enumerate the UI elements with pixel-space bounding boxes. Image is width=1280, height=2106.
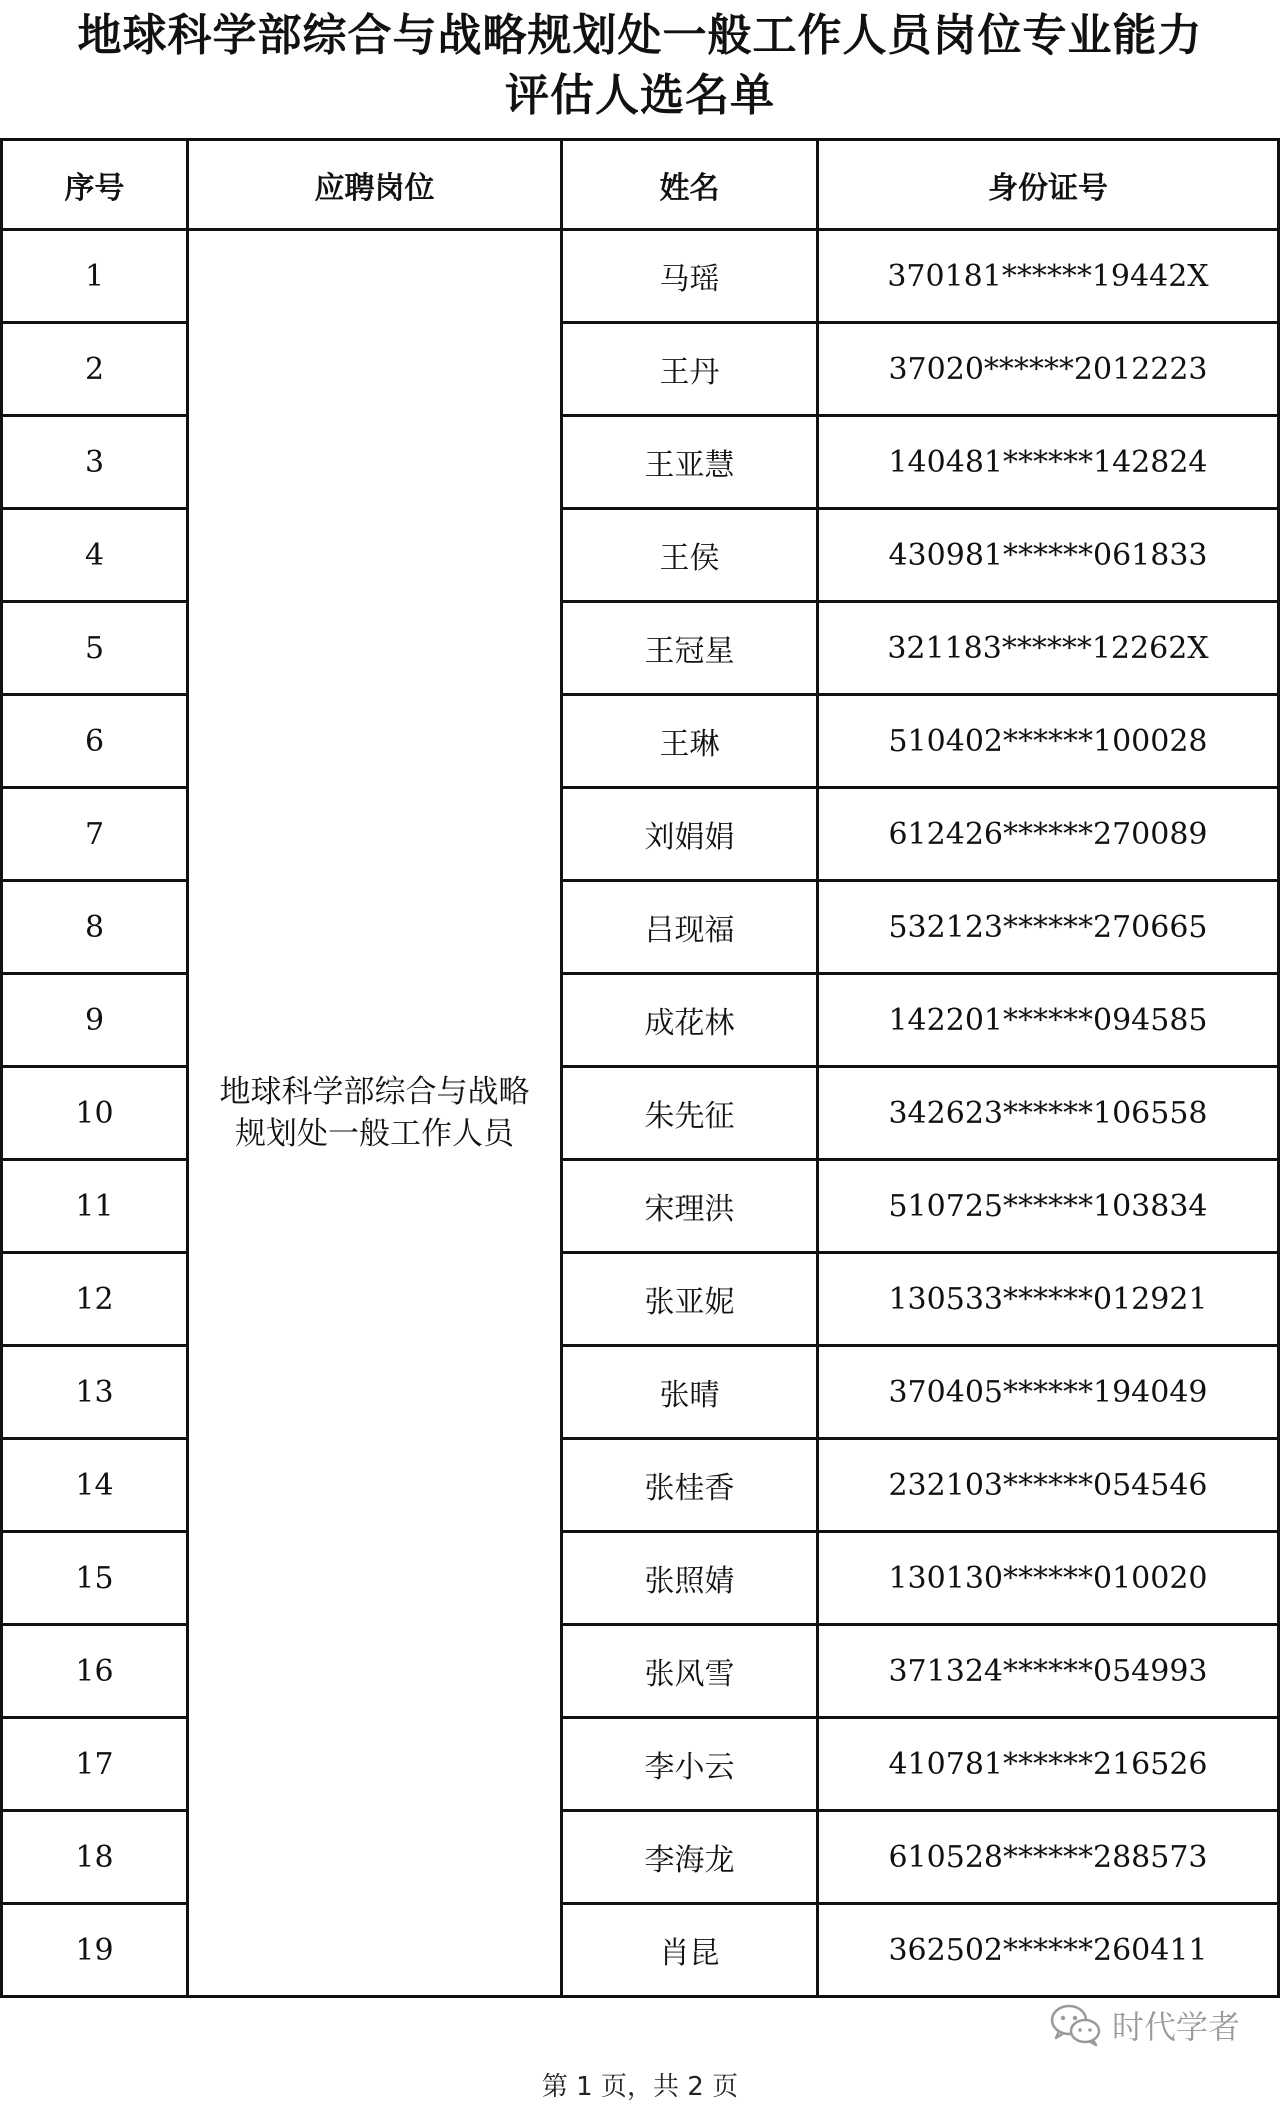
row-number: 13: [2, 1346, 188, 1439]
row-number: 10: [2, 1067, 188, 1160]
row-number: 7: [2, 788, 188, 881]
candidate-id-number: 232103******054546: [818, 1439, 1279, 1532]
row-number: 12: [2, 1253, 188, 1346]
candidate-id-number: 371324******054993: [818, 1625, 1279, 1718]
row-number: 11: [2, 1160, 188, 1253]
row-number: 19: [2, 1904, 188, 1997]
row-number: 17: [2, 1718, 188, 1811]
candidate-id-number: 510402******100028: [818, 695, 1279, 788]
candidate-id-number: 610528******288573: [818, 1811, 1279, 1904]
candidate-name: 张桂香: [562, 1439, 818, 1532]
row-number: 16: [2, 1625, 188, 1718]
candidate-id-number: 370181******19442X: [818, 230, 1279, 323]
candidate-name: 王琳: [562, 695, 818, 788]
candidate-id-number: 130533******012921: [818, 1253, 1279, 1346]
row-number: 6: [2, 695, 188, 788]
candidate-id-number: 362502******260411: [818, 1904, 1279, 1997]
candidate-id-number: 510725******103834: [818, 1160, 1279, 1253]
page-indicator: 第 1 页，共 2 页: [541, 2072, 739, 2102]
candidate-name: 张照婧: [562, 1532, 818, 1625]
table-header-row: [2, 140, 1279, 230]
candidate-name: 李小云: [562, 1718, 818, 1811]
candidate-name: 宋理洪: [562, 1160, 818, 1253]
candidate-name: 王冠星: [562, 602, 818, 695]
row-number: 9: [2, 974, 188, 1067]
row-number: 8: [2, 881, 188, 974]
candidate-id-number: 612426******270089: [818, 788, 1279, 881]
row-number: 2: [2, 323, 188, 416]
candidate-name: 成花林: [562, 974, 818, 1067]
candidate-id-number: 430981******061833: [818, 509, 1279, 602]
title-line-2: 评估人选名单: [505, 70, 775, 121]
candidate-id-number: 532123******270665: [818, 881, 1279, 974]
table-row: [2, 230, 1279, 323]
watermark: [1050, 2002, 1240, 2048]
header-position: 应聘岗位: [188, 140, 562, 230]
candidate-name: 吕现福: [562, 881, 818, 974]
candidate-name: 王丹: [562, 323, 818, 416]
watermark-text: 时代学者: [1111, 2008, 1240, 2046]
table-body: [2, 230, 1279, 1997]
candidate-name: 张晴: [562, 1346, 818, 1439]
candidate-id-number: 142201******094585: [818, 974, 1279, 1067]
candidate-id-number: 370405******194049: [818, 1346, 1279, 1439]
candidate-name: 张亚妮: [562, 1253, 818, 1346]
candidate-name: 马瑶: [562, 230, 818, 323]
row-number: 5: [2, 602, 188, 695]
candidate-id-number: 140481******142824: [818, 416, 1279, 509]
row-number: 14: [2, 1439, 188, 1532]
candidate-id-number: 130130******010020: [818, 1532, 1279, 1625]
candidate-name: 朱先征: [562, 1067, 818, 1160]
candidate-id-number: 321183******12262X: [818, 602, 1279, 695]
candidate-name: 李海龙: [562, 1811, 818, 1904]
position-cell: 地球科学部综合与战略规划处一般工作人员: [188, 230, 562, 1997]
row-number: 3: [2, 416, 188, 509]
candidate-id-number: 342623******106558: [818, 1067, 1279, 1160]
title-line-1: 地球科学部综合与战略规划处一般工作人员岗位专业能力: [77, 10, 1203, 61]
candidate-name: 张风雪: [562, 1625, 818, 1718]
candidate-name: 刘娟娟: [562, 788, 818, 881]
candidate-name: 王侯: [562, 509, 818, 602]
header-id-number: 身份证号: [818, 140, 1279, 230]
candidate-name: 王亚慧: [562, 416, 818, 509]
candidate-name: 肖昆: [562, 1904, 818, 1997]
row-number: 4: [2, 509, 188, 602]
wechat-icon: [1050, 2003, 1102, 2047]
header-number: 序号: [2, 140, 188, 230]
candidate-table: [0, 138, 1280, 1998]
row-number: 1: [2, 230, 188, 323]
candidate-id-number: 37020******2012223: [818, 323, 1279, 416]
row-number: 18: [2, 1811, 188, 1904]
candidate-id-number: 410781******216526: [818, 1718, 1279, 1811]
header-name: 姓名: [562, 140, 818, 230]
row-number: 15: [2, 1532, 188, 1625]
